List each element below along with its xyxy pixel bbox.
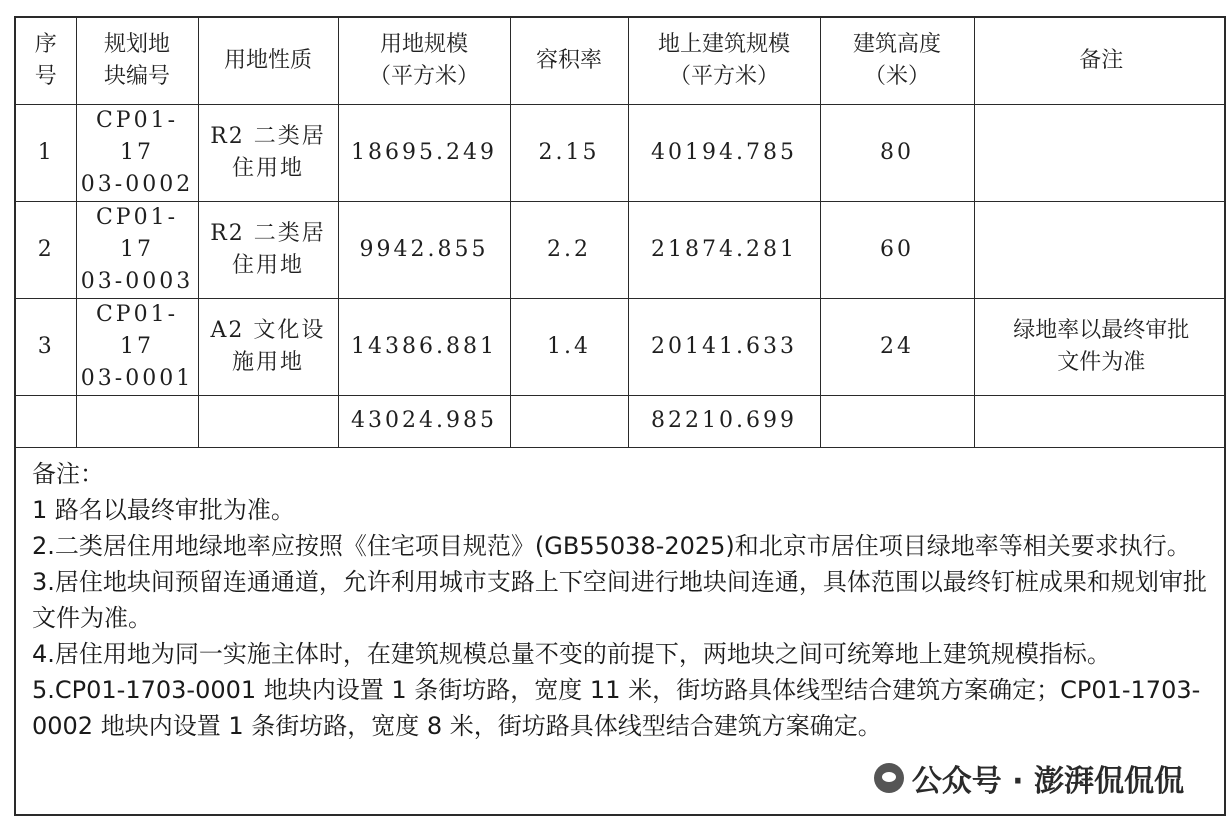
cell-use: R2 二类居 住用地 (198, 104, 338, 201)
cell-remark: 绿地率以最终审批 文件为准 (974, 298, 1226, 395)
cell-area: 14386.881 (338, 298, 510, 395)
watermark-text: 公众号 · 澎湃侃侃侃 (911, 764, 1184, 799)
cell-total-area: 43024.985 (338, 395, 510, 447)
table-row (16, 201, 1226, 298)
cell-remark (974, 201, 1226, 298)
header-no: 序 号 (16, 18, 76, 104)
cell-total-no (16, 395, 76, 447)
cell-far: 2.2 (510, 201, 628, 298)
cell-total-far (510, 395, 628, 447)
cell-total-gfa: 82210.699 (628, 395, 820, 447)
note-item: 1 路名以最终审批为准。 (32, 495, 295, 524)
cell-total-use (198, 395, 338, 447)
table-total-row (16, 395, 1226, 447)
cell-remark (974, 104, 1226, 201)
header-area: 用地规模 （平方米） (338, 18, 510, 104)
cell-use: A2 文化设 施用地 (198, 298, 338, 395)
cell-no: 1 (16, 104, 76, 201)
planning-sheet (14, 16, 1226, 816)
cell-use: R2 二类居 住用地 (198, 201, 338, 298)
cell-code: CP01-17 03-0002 (76, 104, 198, 201)
notes-title: 备注： (32, 459, 104, 488)
cell-code: CP01-17 03-0003 (76, 201, 198, 298)
cell-height: 24 (820, 298, 974, 395)
notes-section (16, 448, 1224, 744)
table-header-row (16, 18, 1226, 104)
header-far: 容积率 (510, 18, 628, 104)
cell-gfa: 40194.785 (628, 104, 820, 201)
note-item: 2.二类居住用地绿地率应按照《住宅项目规范》(GB55038-2025)和北京市居住项目绿地率等相关要求执行。 (32, 531, 1191, 560)
cell-total-height (820, 395, 974, 447)
cell-area: 18695.249 (338, 104, 510, 201)
cell-no: 2 (16, 201, 76, 298)
header-code: 规划地 块编号 (76, 18, 198, 104)
cell-total-code (76, 395, 198, 447)
watermark (868, 756, 1190, 800)
table-row (16, 298, 1226, 395)
cell-gfa: 20141.633 (628, 298, 820, 395)
cell-area: 9942.855 (338, 201, 510, 298)
cell-code: CP01-17 03-0001 (76, 298, 198, 395)
note-item: 3.居住地块间预留连通通道，允许利用城市支路上下空间进行地块间连通，具体范围以最终钉桩成果和规划审批文件为准。 (32, 567, 1207, 632)
note-item: 5.CP01-1703-0001 地块内设置 1 条街坊路，宽度 11 米，街坊路具体线型结合建筑方案确定；CP01-1703-0002 地块内设置 1 条街坊路，宽度 8 米，街坊路具体线型结合建筑方案确定。 (32, 675, 1201, 740)
header-gfa: 地上建筑规模 （平方米） (628, 18, 820, 104)
note-item: 4.居住用地为同一实施主体时，在建筑规模总量不变的前提下，两地块之间可统筹地上建筑规模指标。 (32, 639, 1111, 668)
land-plan-table (16, 18, 1226, 448)
header-height: 建筑高度 （米） (820, 18, 974, 104)
table-row (16, 104, 1226, 201)
cell-gfa: 21874.281 (628, 201, 820, 298)
cell-height: 80 (820, 104, 974, 201)
header-use: 用地性质 (198, 18, 338, 104)
cell-total-remark (974, 395, 1226, 447)
header-remark: 备注 (974, 18, 1226, 104)
wechat-icon (874, 763, 904, 793)
cell-no: 3 (16, 298, 76, 395)
cell-far: 1.4 (510, 298, 628, 395)
cell-far: 2.15 (510, 104, 628, 201)
cell-height: 60 (820, 201, 974, 298)
